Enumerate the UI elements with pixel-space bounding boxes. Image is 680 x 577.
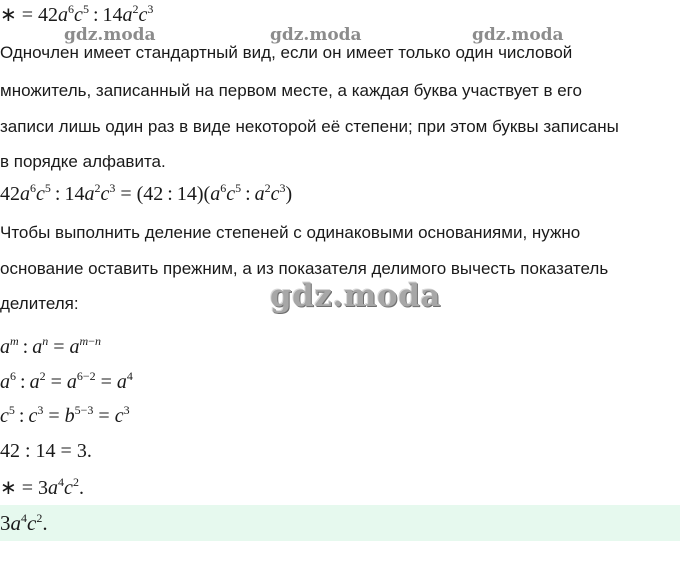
equation-6: 42 : 14 = 3. [0, 440, 92, 462]
equation-2: $42a^6c^5$ : $14a^2c^3 = (42$ : $14)(a^6c^5$ : $a^2c^3$) [0, 181, 293, 205]
answer-text: $3a^4c^2$. [0, 511, 48, 535]
watermark-right: gdz.moda [472, 25, 564, 45]
answer-box [0, 505, 680, 541]
definition-line-4: в порядке алфавита. [0, 152, 166, 171]
equation-4: $a^6$ : $a^2 = a^{6-2} = a^4$ [0, 369, 133, 393]
watermark-middle: gdz.moda [270, 25, 362, 45]
equation-3: $a^m$ : $a^n = a^{m-n}$ [0, 334, 101, 358]
definition-line-3: записи лишь один раз в виде некоторой её степени; при этом буквы записаны [0, 117, 619, 136]
watermark-left: gdz.moda [64, 25, 156, 45]
rule-line-1: Чтобы выполнить деление степеней с одинаковыми основаниями, нужно [0, 223, 581, 242]
definition-line-1: Одночлен имеет стандартный вид, если он имеет только один числовой [0, 43, 573, 62]
equation-1: ∗ = $42a^6c^5$ : $14a^2c^3$ [0, 2, 154, 26]
equation-7: ∗ = $3a^4c^2$. [0, 475, 84, 499]
watermark-center: gdz.moda [270, 278, 441, 314]
definition-line-2: множитель, записанный на первом месте, а каждая буква участвует в его [0, 81, 582, 100]
rule-line-2: основание оставить прежним, а из показателя делимого вычесть показатель [0, 259, 609, 278]
rule-line-3: делителя: [0, 294, 79, 313]
equation-5: $c^5$ : $c^3 = b^{5-3} = c^3$ [0, 403, 130, 427]
